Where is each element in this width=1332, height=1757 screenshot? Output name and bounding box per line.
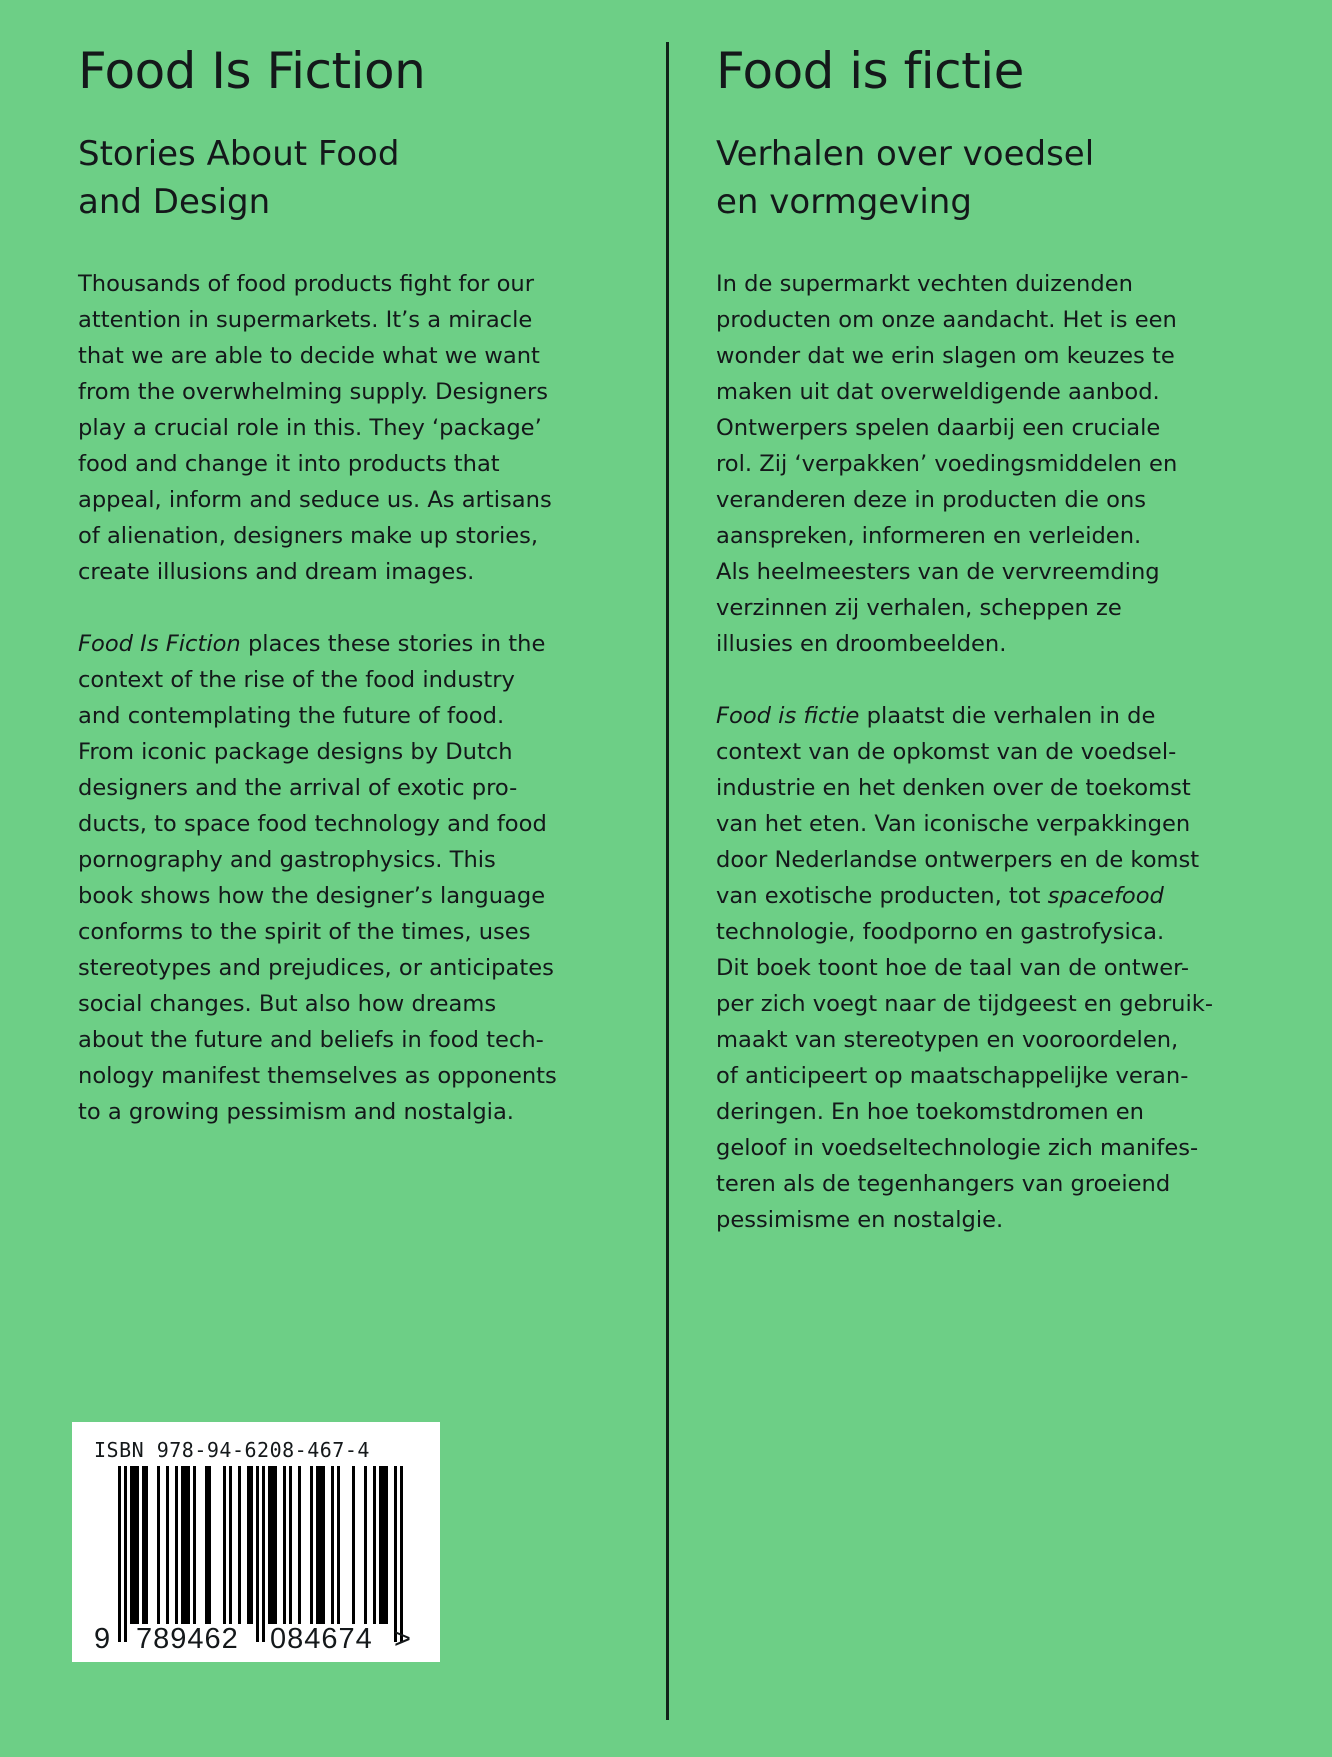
- dutch-text-line: producten om onze aandacht. Het is een: [716, 307, 1177, 333]
- barcode-bar: [205, 1466, 208, 1624]
- dutch-book-title-italic: Food is fictie: [716, 703, 860, 729]
- dutch-text-line: wonder dat we erin slagen om keuzes te: [716, 343, 1175, 369]
- dutch-spacefood-line: [716, 878, 1276, 914]
- english-text-line: play a crucial role in this. They ‘package’: [78, 415, 542, 441]
- barcode-bar: [184, 1466, 187, 1624]
- english-paragraph-2: [78, 626, 638, 1130]
- english-text-line: attention in supermarkets. It’s a miracle: [78, 307, 533, 333]
- barcode-bar: [208, 1466, 211, 1624]
- dutch-body: [716, 266, 1276, 1238]
- english-column: [78, 40, 638, 1166]
- dutch-subtitle-line: en vormgeving: [716, 182, 972, 222]
- barcode-bar: [223, 1466, 226, 1624]
- barcode-bar: [136, 1466, 139, 1624]
- dutch-text-line: of anticipeert op maatschappelijke veran-: [716, 1063, 1189, 1089]
- column-divider: [666, 42, 669, 1720]
- english-text-line: conforms to the spirit of the times, uses: [78, 919, 531, 945]
- barcode-bar: [352, 1466, 355, 1624]
- dutch-text-line: geloof in voedseltechnologie zich manifes-: [716, 1135, 1199, 1161]
- barcode-bar: [250, 1466, 253, 1624]
- dutch-text-line: maakt van stereotypen en vooroordelen,: [716, 1027, 1179, 1053]
- english-text-line: that we are able to decide what we want: [78, 343, 540, 369]
- dutch-text-line: Ontwerpers spelen daarbij een cruciale: [716, 415, 1161, 441]
- english-subtitle: [78, 130, 638, 226]
- english-text-line: ducts, to space food technology and food: [78, 811, 547, 837]
- english-subtitle-line: and Design: [78, 182, 271, 222]
- dutch-text-line: van het eten. Van iconische verpakkingen: [716, 811, 1191, 837]
- dutch-text-line: rol. Zij ‘verpakken’ voedingsmiddelen en: [716, 451, 1178, 477]
- barcode-bar: [364, 1466, 367, 1624]
- barcode-bars: [72, 1422, 440, 1662]
- barcode-guard-bar: [262, 1466, 265, 1642]
- isbn-barcode-box: [72, 1422, 440, 1662]
- english-text-line: nology manifest themselves as opponents: [78, 1063, 557, 1089]
- barcode-bar: [142, 1466, 145, 1624]
- dutch-text-line: In de supermarkt vechten duizenden: [716, 271, 1133, 297]
- dutch-text-line: maken uit dat overweldigende aanbod.: [716, 379, 1160, 405]
- barcode-bar: [319, 1466, 322, 1624]
- dutch-column: [716, 40, 1276, 1274]
- barcode-digit-first: 9: [94, 1623, 111, 1655]
- barcode-bar: [247, 1466, 250, 1624]
- barcode-bar: [238, 1466, 241, 1624]
- english-paragraph-1: [78, 266, 638, 590]
- dutch-subtitle-line: Verhalen over voedsel: [716, 134, 1095, 174]
- dutch-paragraph-2-first-rest: plaatst die verhalen in de: [859, 703, 1156, 729]
- barcode-bar: [145, 1466, 148, 1624]
- dutch-paragraph-2-first-line: [716, 698, 1276, 734]
- barcode-bar: [181, 1466, 184, 1624]
- english-book-title-italic: Food Is Fiction: [78, 631, 241, 657]
- english-text-line: to a growing pessimism and nostalgia.: [78, 1099, 514, 1125]
- dutch-text-line: Dit boek toont hoe de taal van de ontwer-: [716, 955, 1190, 981]
- barcode-bar: [322, 1466, 325, 1624]
- english-text-line: about the future and beliefs in food tech-: [78, 1027, 544, 1053]
- barcode-digits-right: 084674: [270, 1623, 373, 1655]
- isbn-label: ISBN 978-94-6208-467-4: [94, 1438, 370, 1462]
- dutch-text-line: aanspreken, informeren en verleiden.: [716, 523, 1142, 549]
- english-body: [78, 266, 638, 1130]
- dutch-paragraph-2-lines: [716, 734, 1276, 878]
- dutch-text-line: teren als de tegenhangers van groeiend: [716, 1171, 1171, 1197]
- dutch-text-line: veranderen deze in producten die ons: [716, 487, 1147, 513]
- barcode-bar: [298, 1466, 301, 1624]
- english-paragraph-2-first-line: [78, 626, 638, 662]
- english-text-line: of alienation, designers make up stories,: [78, 523, 539, 549]
- barcode-bar: [268, 1466, 271, 1624]
- barcode-bar: [166, 1466, 169, 1624]
- barcode-bar: [157, 1466, 160, 1624]
- dutch-text-line: illusies en droombeelden.: [716, 631, 1007, 657]
- dutch-subtitle: [716, 130, 1276, 226]
- barcode-guard-bar: [394, 1466, 397, 1642]
- barcode-bar: [175, 1466, 178, 1624]
- dutch-text-line: per zich voegt naar de tijdgeest en gebruik-: [716, 991, 1213, 1017]
- english-paragraph-2-first-rest: places these stories in the: [240, 631, 546, 657]
- barcode-bar: [271, 1466, 274, 1624]
- english-paragraph-2-lines: [78, 662, 638, 1130]
- english-text-line: book shows how the designer’s language: [78, 883, 546, 909]
- english-text-line: designers and the arrival of exotic pro-: [78, 775, 518, 801]
- english-text-line: social changes. But also how dreams: [78, 991, 497, 1017]
- barcode-bar: [373, 1466, 376, 1624]
- dutch-text-line: deringen. En hoe toekomstdromen en: [716, 1099, 1144, 1125]
- english-text-line: food and change it into products that: [78, 451, 500, 477]
- english-subtitle-line: Stories About Food: [78, 134, 400, 174]
- dutch-paragraph-2-lines-after: [716, 914, 1276, 1238]
- english-text-line: from the overwhelming supply. Designers: [78, 379, 549, 405]
- barcode-bar: [187, 1466, 190, 1624]
- english-text-line: and contemplating the future of food.: [78, 703, 505, 729]
- english-text-line: stereotypes and prejudices, or anticipates: [78, 955, 554, 981]
- english-text-line: appeal, inform and seduce us. As artisans: [78, 487, 552, 513]
- dutch-text-line: Als heelmeesters van de vervreemding: [716, 559, 1160, 585]
- barcode-bar: [274, 1466, 277, 1624]
- dutch-spacefood-pre: van exotische producten, tot: [716, 883, 1048, 909]
- barcode-bar: [229, 1466, 232, 1624]
- english-text-line: context of the rise of the food industry: [78, 667, 515, 693]
- barcode-bar: [130, 1466, 133, 1624]
- barcode-guard-bar: [400, 1466, 403, 1642]
- dutch-text-line: door Nederlandse ontwerpers en de komst: [716, 847, 1200, 873]
- dutch-text-line: verzinnen zij verhalen, scheppen ze: [716, 595, 1122, 621]
- barcode-end-mark: >: [394, 1623, 411, 1655]
- barcode-guard-bar: [256, 1466, 259, 1642]
- barcode-bar: [379, 1466, 382, 1624]
- barcode-bar: [337, 1466, 340, 1624]
- dutch-text-line: technologie, foodporno en gastrofysica.: [716, 919, 1165, 945]
- dutch-paragraph-2: [716, 698, 1276, 1238]
- dutch-paragraph-1: [716, 266, 1276, 662]
- barcode-bar: [385, 1466, 388, 1624]
- english-text-line: create illusions and dream images.: [78, 559, 475, 585]
- english-text-line: From iconic package designs by Dutch: [78, 739, 513, 765]
- barcode-bar: [310, 1466, 313, 1624]
- barcode-bar: [382, 1466, 385, 1624]
- dutch-text-line: industrie en het denken over de toekomst: [716, 775, 1191, 801]
- barcode-guard-bar: [124, 1466, 127, 1642]
- dutch-spacefood-italic: spacefood: [1047, 883, 1164, 909]
- english-text-line: Thousands of food products fight for our: [78, 271, 535, 297]
- dutch-title: Food is fictie: [716, 42, 1024, 100]
- barcode-bar: [283, 1466, 286, 1624]
- english-title: Food Is Fiction: [78, 42, 426, 100]
- barcode-bar: [316, 1466, 319, 1624]
- barcode-bar: [289, 1466, 292, 1624]
- english-text-line: pornography and gastrophysics. This: [78, 847, 496, 873]
- dutch-text-line: pessimisme en nostalgie.: [716, 1207, 1004, 1233]
- barcode-bar: [133, 1466, 136, 1624]
- barcode-bar: [193, 1466, 196, 1624]
- barcode-digits-left: 789462: [136, 1623, 239, 1655]
- barcode-bar: [331, 1466, 334, 1624]
- dutch-text-line: context van de opkomst van de voedsel-: [716, 739, 1177, 765]
- barcode-guard-bar: [118, 1466, 121, 1642]
